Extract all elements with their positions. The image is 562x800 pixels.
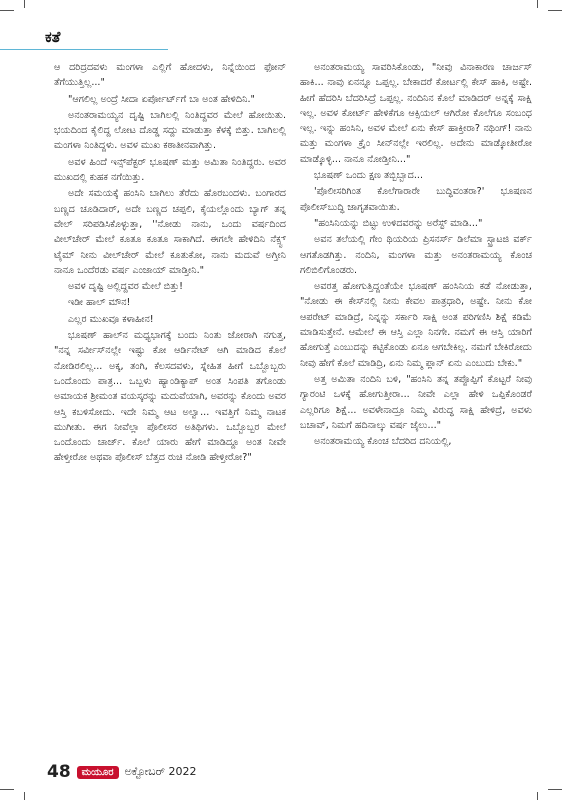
crop-mark — [24, 0, 25, 8]
page-footer — [47, 760, 197, 784]
paragraph: "ಹಂಸಿನಿಯನ್ನು ಬಿಟ್ಟು ಉಳಿದವರನ್ನು ಅರೆಸ್ಟ್ ಮಾಡಿ..." — [314, 217, 483, 229]
crop-mark — [548, 10, 562, 11]
paragraph: ಅವರತ್ತ ಹೋಗುತ್ತಿದ್ದಂತೆಯೇ ಭೂಷಣ್ ಹಂಸಿನಿಯ ಕಡೆ ನೋಡುತ್ತಾ, "ನೋಡು ಈ ಕೇಸ್‌ನಲ್ಲಿ ನೀನು ಕೇವಲ ಪಾತ್ರಧಾರಿ, ಅಷ್ಟೇ. ನೀನು ಕೋ ಆಪರೇಟ್ ಮಾಡಿದ್ರೆ, ನಿನ್ನನ್ನು ಸರ್ಕಾರಿ ಸಾಕ್ಷಿ ಅಂತ ಪರಿಗಣಿಸಿ ಶಿಕ್ಷೆ ಕಡಿಮೆ ಮಾಡಿಸುತ್ತೇನೆ. ಆಮೇಲೆ ಈ ಆಸ್ತಿ ಎಲ್ಲಾ ನಿನಗೇ. ನಮಗೆ ಈ ಆಸ್ತಿ ಯಾರಿಗೆ ಹೋಗುತ್ತೆ ಎಂಬುದನ್ನು ಕಟ್ಟಿಕೊಂಡು ಏನೂ ಆಗಬೇಕಿಲ್ಲ. ನಮಗೆ ಬೇಕಿರೋದು ನೀವು ಹೇಗೆ ಕೊಲೆ ಮಾಡಿದ್ರಿ, ಏನು ನಿಮ್ಮ ಪ್ಲಾನ್ ಏನು ಎಂಬುದು ಬೇಕು." — [300, 281, 532, 369]
paragraph: ಭೂಷಣ್ ಒಂದು ಕ್ಷಣ ತಬ್ಬಿಬ್ಬಾದ... — [314, 170, 424, 182]
paragraph: ಎಲ್ಲರ ಮುಖವೂ ಕಳಾಹೀನ! — [68, 313, 154, 325]
paragraph: ಅನಂತರಾಮಯ್ಯನ ದೃಷ್ಟಿ ಬಾಗಿಲಲ್ಲಿ ನಿಂತಿದ್ದವರ ಮೇಲೆ ಹೋಯಿತು. ಭಯದಿಂದ ಕೈಲಿದ್ದ ಲೋಟ ದೊಡ್ಡ ಸದ್ದು ಮಾಡುತ್ತಾ ಕೆಳಕ್ಕೆ ಬಿತ್ತು. ಬಾಗಿಲಲ್ಲಿ ಮಂಗಳಾ ನಿಂತಿದ್ದಳು. ಅವಳ ಮುಖ ಕಠಾತೀನವಾಗಿತ್ತು. — [54, 109, 286, 152]
paragraph: ಅನಂತರಾಮಯ್ಯ ಸಾವರಿಸಿಕೊಂಡು, "ನೀವು ವಿನಾಕಾರಣ ಚಾರ್ಜಸ್ ಹಾಕಿ... ನಾವು ಏನನ್ನೂ ಒಪ್ಪಲ್ಲ. ಬೇಕಾದರೆ ಕೋರ್ಟಲ್ಲಿ ಕೇಸ್ ಹಾಕಿ, ಅಷ್ಟೇ. ಹೀಗೆ ಹೆದರಿಸಿ ಬೆದರಿಸಿದ್ರೆ ಒಪ್ಪಲ್ಲ. ನಂದಿನಿನ ಕೊಲೆ ಮಾಡಿದರ್‌ ಅನ್ನಕ್ಕೆ ಸಾಕ್ಷಿ ಇಲ್ಲ. ಅವಳ ಕೋರ್ಟ್ ಹೇಳಿಕೆಗೂ ಆಕ್ಸಿಯಲ್ ಆಗಿರೋ ಕೊಲೆಗೂ ಸಂಬಂಧ ಇಲ್ಲ. ಇನ್ನು ಹಂಸಿನಿ, ಅವಳ ಮೇಲೆ ಏನು ಕೇಸ್ ಹಾಕ್ತೀರಾ? ನಥಿಂಗ್! ನಾನು ಮತ್ತು ಮಂಗಳಾ ಕ್ರೈಂ ಸೀನ್‌ನಲ್ಲೇ ಇರಲಿಲ್ಲ. ಅದೇನು ಮಾಡ್ಕೋತೀರೋ ಮಾಡ್ಕೊಳ್ಳಿ... ನಾನೂ ನೋಡ್ತೀನಿ..." — [300, 62, 532, 165]
header-rule — [0, 49, 168, 50]
crop-mark — [548, 789, 562, 790]
paragraph: ಅವಳ ದೃಷ್ಟಿ ಅಲ್ಲಿದ್ದವರ ಮೇಲೆ ಬಿತ್ತು! — [68, 281, 184, 293]
paragraph: ಅದೇ ಸಮಯಕ್ಕೆ ಹಂಸಿನಿ ಬಾಗಿಲು ತೆರೆದು ಹೊರಬಂದಳು. ಬಂಗಾರದ ಬಣ್ಣದ ಚೂಡಿದಾರ್, ಅದೇ ಬಣ್ಣದ ಚಪ್ಪಲಿ, ಕೈಯಲ್ಲೊಂದು ಬ್ಯಾಗ್ ತನ್ನ ವೇಲ್ ಸರಿಪಡಿಸಿಕೊಳ್ಳುತ್ತಾ, ''ನೋಡು ನಾನು, ಒಂದು ವರ್ಷದಿಂದ ವೀಲ್‌ಚೇರ್ ಮೇಲೆ ಕೂತೂ ಕೂತೂ ಸಾಕಾಗಿದೆ. ಈಗಲೇ ಹೇಳಿದಿನಿ ನೆಕ್ಸ್ಟ್ ಟೈಮ್ ನೀನು ವೀಲ್‌ಚೇರ್ ಮೇಲೆ ಕೂತುಕೋ, ನಾನು ಮದುವೆ ಅಗ್ತೀನಿ ನಾನೂ ಒಂದೆರಡು ವರ್ಷ ಎಂಜಾಯ್ ಮಾಡ್ತೀನಿ." — [54, 188, 286, 276]
issue-date: ಅಕ್ಟೋಬರ್ 2022 — [124, 765, 197, 778]
paragraph: "ಆಗಲಿಲ್ಲ ಅಂದ್ರೆ ಸೀದಾ ಏರ್ಪೋರ್ಟ್‌ಗೆ ಬಾ ಅಂತ ಹೇಳಿದಿನಿ." — [68, 93, 255, 105]
section-title: ಕತೆ — [45, 28, 61, 46]
left-column — [54, 60, 286, 755]
paragraph: ಅತ್ತ ಅಮಿತಾ ನಂದಿನಿ ಬಳಿ, "ಹಂಸಿನಿ ತನ್ನ ತಪ್ಪೊಪ್ಪಿಗೆ ಕೊಟ್ಟರೆ ನೀವು ಗ್ಯಾರಂಟಿ ಒಳಕ್ಕೆ ಹೋಗುತ್ತೀರಾ... ನೀವೇ ಎಲ್ಲಾ ಹೇಳಿ ಒಪ್ಪಿಕೊಂಡರೆ ಎಲ್ಲರಿಗೂ ಶಿಕ್ಷೆ... ಅವಳೇನಾದ್ರೂ ನಿಮ್ಮ ವಿರುದ್ಧ ಸಾಕ್ಷಿ ಹೇಳಿದ್ರೆ, ಅವಳು ಬಚಾವ್, ನಿಮಗೆ ಹದಿನಾಲ್ಕು ವರ್ಷ ಜೈಲು..." — [300, 373, 532, 431]
paragraph: 'ಪೊಲೀಸರಿಗಿಂತ ಕೊಲೆಗಾರಾರೇ ಬುದ್ಧಿವಂತರಾ?' ಭೂಷಣನ ಪೊಲೀಸ್‌ಬುದ್ಧಿ ಜಾಗೃತವಾಯಿತು. — [300, 186, 532, 213]
paragraph: ಭೂಷಣ್ ಹಾಲ್‌ನ ಮಧ್ಯಭಾಗಕ್ಕೆ ಬಂದು ನಿಂತು ಜೋರಾಗಿ ನಗುತ್ತ, "ನನ್ನ ಸರ್ವೀಸ್‌ನಲ್ಲೇ ಇಷ್ಟು ಕೋ ಆರ್ಡಿನೇಟ್ ಆಗಿ ಮಾಡಿದ ಕೊಲೆ ನೋಡಿರಲಿಲ್ಲ... ಅಕ್ಕ, ತಂಗಿ, ಕೆಲಸದವಳು, ಸ್ನೇಹಿತ ಹೀಗೆ ಒಬ್ಬೊಬ್ಬರು ಒಂದೊಂದು ಪಾತ್ರ... ಒಬ್ಬಳು ಹ್ಯಾಂಡಿಕ್ಯಾಪ್ ಅಂತ ಸಿಂಪತಿ ತಗೊಂಡು ಅಮಾಯಕ ಶ್ರೀಮಂತ ವಯಸ್ಕರನ್ನು ಮದುವೆಯಾಗಿ, ಅವರನ್ನು ಕೊಂದು ಅವರ ಆಸ್ತಿ ಕಬಳಿಸೋದು. ಇದೇ ನಿಮ್ಮ ಆಟ ಅಲ್ವಾ... ಇವತ್ತಿಗೆ ನಿಮ್ಮ ನಾಟಕ ಮುಗೀತು. ಈಗ ನೀವೆಲ್ಲಾ ಪೊಲೀಸರ ಅತಿಥಿಗಳು. ಒಬ್ಬೊಬ್ಬರ ಮೇಲೆ ಒಂದೊಂದು ಚಾರ್ಜ್. ಕೊಲೆ ಯಾರು ಹೇಗೆ ಮಾಡಿದ್ದೂ ಅಂತ ನೀವೇ ಹೇಳ್ತೀರೋ ಅಥವಾ ಪೊಲೀಸ್ ಬೆತ್ತದ ರುಚಿ ನೋಡಿ ಹೇಳ್ತೀರೋ?" — [54, 330, 286, 464]
crop-mark — [537, 0, 538, 8]
page-number: 48 — [47, 762, 71, 782]
paragraph: ಆ ದರಿದ್ರದವಳು ಮಂಗಳಾ ಎಲ್ಲಿಗೆ ಹೋದಳು, ನಿನ್ನೆಯಿಂದ ಫೋನ್ ತೆಗೆಯುತ್ತಿಲ್ಲ..." — [54, 62, 286, 89]
paragraph: ಅವನ ತಲೆಯಲ್ಲಿ ಗೇಂ ಥಿಯರಿಯ ಪ್ರಿಸನರ್ಸ್ ಡಿಲೆಮಾ ಸ್ಟ್ರಾಟಜಿ ವರ್ಕ್ ಆಗತೊಡಗಿತ್ತು. ನಂದಿನಿ, ಮಂಗಳಾ ಮತ್ತು ಅನಂತರಾಮಯ್ಯ ಕೊಂಚ ಗಲಿಬಿಲಿಗೊಂಡರು. — [300, 234, 532, 276]
paragraph: ಅವಳ ಹಿಂದೆ ಇನ್ಸ್‌ಪೆಕ್ಟರ್ ಭೂಷಣ್ ಮತ್ತು ಅಮಿತಾ ನಿಂತಿದ್ದರು. ಅವರ ಮುಖದಲ್ಲಿ ಕುಹಕ ನಗೆಯಿತ್ತು. — [54, 156, 286, 184]
crop-mark — [537, 792, 538, 800]
right-column — [300, 60, 532, 755]
crop-mark — [24, 792, 25, 800]
magazine-logo: ಮಯೂರ — [77, 766, 119, 779]
crop-mark — [0, 789, 14, 790]
crop-mark — [0, 10, 14, 11]
paragraph: ಇಡೀ ಹಾಲ್ ಮೌನ! — [68, 297, 131, 309]
paragraph: ಅನಂತರಾಮಯ್ಯ ಕೊಂಚ ಬೆದರಿದ ದನಿಯಲ್ಲಿ, — [314, 436, 452, 448]
